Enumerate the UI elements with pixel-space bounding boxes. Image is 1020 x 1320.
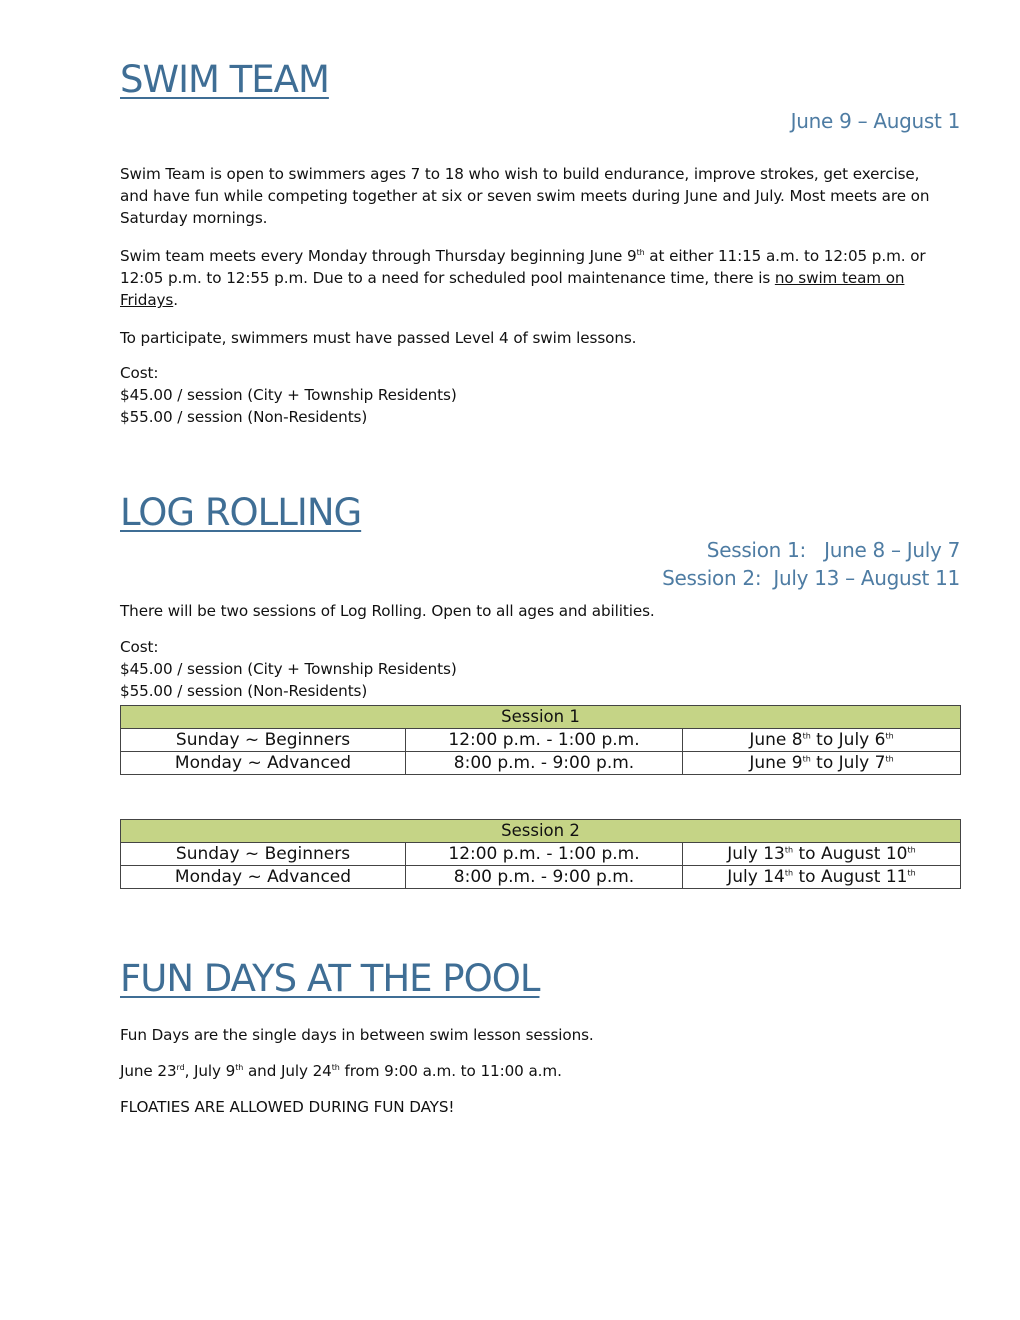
log-rolling-cost: [120, 636, 960, 702]
log-rolling-heading: LOG ROLLING: [120, 491, 362, 534]
text-line: Saturday mornings.: [120, 209, 268, 227]
date-range-cell: July 13th to August 10th: [683, 843, 961, 866]
table-row: [121, 843, 961, 866]
cost-resident: $45.00 / session (City + Township Residents): [120, 660, 457, 678]
swim-team-dates: June 9 – August 1: [790, 109, 960, 133]
group-cell: Sunday ~ Beginners: [121, 729, 406, 752]
time-cell: 8:00 p.m. - 9:00 p.m.: [406, 866, 683, 889]
text-line: Swim Team is open to swimmers ages 7 to 18 who wish to build endurance, improve strokes, get exercise,: [120, 165, 920, 183]
log-rolling-session2-dates: Session 2: July 13 – August 11: [662, 566, 960, 590]
date-range-cell: June 9th to July 7th: [683, 752, 961, 775]
fun-days-floaties-note: FLOATIES ARE ALLOWED DURING FUN DAYS!: [120, 1098, 455, 1116]
table-row: [121, 752, 961, 775]
table-title: Session 1: [121, 706, 961, 729]
cost-label: Cost:: [120, 364, 159, 382]
fun-days-heading: FUN DAYS AT THE POOL: [120, 957, 540, 1000]
fun-days-description: Fun Days are the single days in between swim lesson sessions.: [120, 1026, 594, 1044]
cost-label: Cost:: [120, 638, 159, 656]
table-row: [121, 729, 961, 752]
session-1-table: [120, 705, 961, 775]
time-cell: 12:00 p.m. - 1:00 p.m.: [406, 729, 683, 752]
swim-team-cost: [120, 362, 960, 428]
log-rolling-session1-dates: Session 1: June 8 – July 7: [706, 538, 960, 562]
time-cell: 12:00 p.m. - 1:00 p.m.: [406, 843, 683, 866]
swim-team-description: [120, 163, 960, 229]
fun-days-dates: June 23rd, July 9th and July 24th from 9:00 a.m. to 11:00 a.m.: [120, 1062, 562, 1080]
text-line: and have fun while competing together at six or seven swim meets during June and July. Most meets are on: [120, 187, 930, 205]
swim-team-schedule-text: Swim team meets every Monday through Thursday beginning June 9th at either 11:15 a.m. to 12:05 p.m. or 12:05 p.m. to 12:55 p.m. Due to a need for scheduled pool maintenance time, there is no swim team on Fridays.: [120, 247, 926, 309]
cost-nonresident: $55.00 / session (Non-Residents): [120, 408, 368, 426]
date-range-cell: June 8th to July 6th: [683, 729, 961, 752]
table-row: [121, 866, 961, 889]
cost-nonresident: $55.00 / session (Non-Residents): [120, 682, 368, 700]
cost-resident: $45.00 / session (City + Township Residents): [120, 386, 457, 404]
table-title: Session 2: [121, 820, 961, 843]
group-cell: Monday ~ Advanced: [121, 866, 406, 889]
log-rolling-intro: There will be two sessions of Log Rolling. Open to all ages and abilities.: [120, 602, 655, 620]
session-2-table: [120, 819, 961, 889]
no-swim-fridays-note: no swim team on: [774, 269, 905, 287]
swim-team-heading: SWIM TEAM: [120, 58, 329, 101]
group-cell: Sunday ~ Beginners: [121, 843, 406, 866]
time-cell: 8:00 p.m. - 9:00 p.m.: [406, 752, 683, 775]
swim-team-requirement: To participate, swimmers must have passed Level 4 of swim lessons.: [120, 329, 637, 347]
date-range-cell: July 14th to August 11th: [683, 866, 961, 889]
group-cell: Monday ~ Advanced: [121, 752, 406, 775]
